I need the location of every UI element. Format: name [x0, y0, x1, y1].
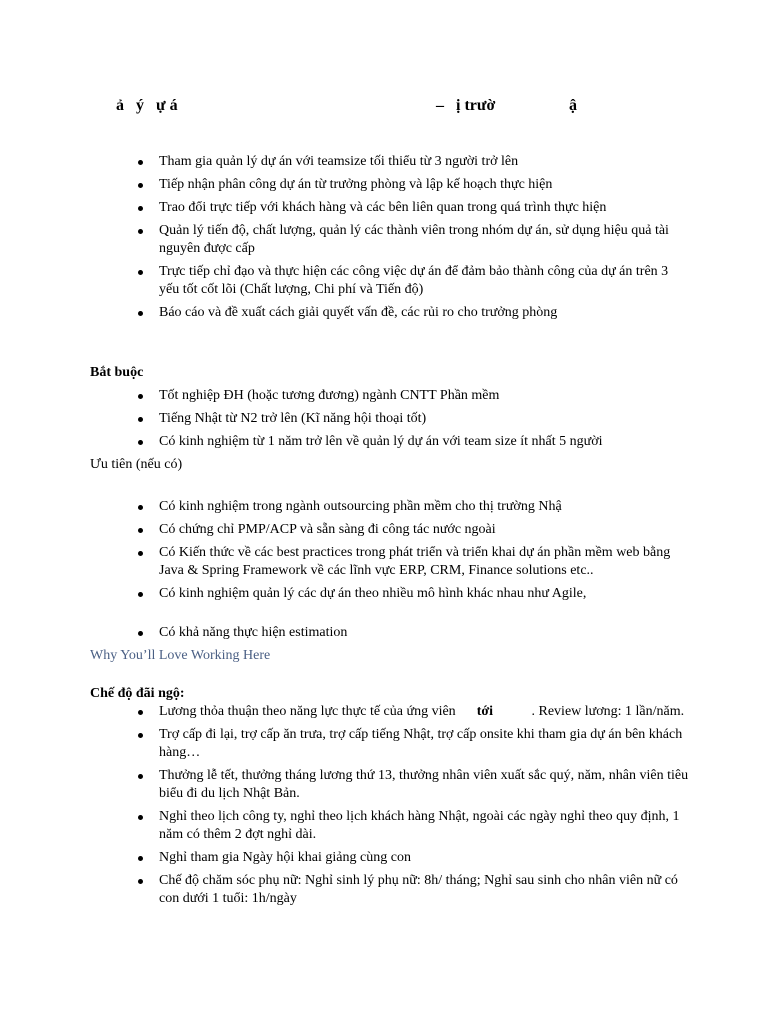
preferred-label: Ưu tiên (nếu có) [90, 457, 183, 472]
salary-bold: tới [476, 704, 493, 719]
heading-fragment-3: ậ [569, 97, 577, 114]
salary-review: . Review lương: 1 lần/năm. [531, 704, 685, 719]
preferred-extra-item: Có khả năng thực hiện estimation [90, 624, 690, 642]
benefits-section [90, 685, 690, 913]
duties-list [90, 153, 690, 322]
preferred-item: Có kinh nghiệm quản lý các dự án theo nhiều mô hình khác nhau như Agile, [90, 585, 690, 603]
preferred-item: Có Kiến thức về các best practices trong phát triển và triển khai dự án phần mềm web bằng Java & Spring Framework về các lĩnh vực ERP, CRM, Finance solutions etc.. [90, 544, 690, 580]
required-label: Bắt buộc [90, 365, 144, 380]
preferred-section [90, 498, 690, 608]
benefit-item: Thưởng lễ tết, thưởng tháng lương thứ 13, thưởng nhân viên xuất sắc quý, năm, nhân viên tiêu biểu đi du lịch Nhật Bản. [90, 767, 690, 803]
duty-item: Tiếp nhận phân công dự án từ trưởng phòng và lập kế hoạch thực hiện [90, 176, 690, 194]
required-section [90, 364, 690, 474]
preferred-extra-list [90, 624, 690, 642]
required-list [90, 387, 690, 451]
salary-text: Lương thỏa thuận theo năng lực thực tế của ứng viên [159, 704, 456, 719]
required-item: Tốt nghiệp ĐH (hoặc tương đương) ngành CNTT Phần mềm [90, 387, 690, 405]
benefit-item: Nghỉ theo lịch công ty, nghỉ theo lịch khách hàng Nhật, ngoài các ngày nghỉ theo quy định, 1 năm có thêm 2 đợt nghỉ dài. [90, 808, 690, 844]
duty-item: Trực tiếp chỉ đạo và thực hiện các công việc dự án để đảm bảo thành công của dự án trên 3 yếu tốt cốt lõi (Chất lượng, Chi phí và Tiến độ) [90, 263, 690, 299]
preferred-extra-section [90, 624, 690, 665]
why-heading: Why You’ll Love Working Here [90, 648, 271, 663]
benefit-item: Nghỉ tham gia Ngày hội khai giảng cùng con [90, 849, 690, 867]
required-item: Tiếng Nhật từ N2 trở lên (Kĩ năng hội thoại tốt) [90, 410, 690, 428]
benefit-item: Chế độ chăm sóc phụ nữ: Nghỉ sinh lý phụ nữ: 8h/ tháng; Nghỉ sau sinh cho nhân viên nữ có con dưới 1 tuổi: 1h/ngày [90, 872, 690, 908]
duties-section [90, 153, 690, 327]
benefit-item: Trợ cấp đi lại, trợ cấp ăn trưa, trợ cấp tiếng Nhật, trợ cấp onsite khi tham gia dự án bên khách hàng… [90, 726, 690, 762]
duty-item: Báo cáo và đề xuất cách giải quyết vấn đề, các rủi ro cho trưởng phòng [90, 304, 690, 322]
preferred-item: Có kinh nghiệm trong ngành outsourcing phần mềm cho thị trường Nhậ [90, 498, 690, 516]
duty-item: Tham gia quản lý dự án với teamsize tối thiểu từ 3 người trở lên [90, 153, 690, 171]
benefit-item-salary [90, 703, 690, 721]
benefits-list [90, 703, 690, 908]
preferred-item: Có chứng chỉ PMP/ACP và sẵn sàng đi công tác nước ngoài [90, 521, 690, 539]
heading-fragment-1: ả ý ự á [116, 97, 178, 114]
duty-item: Trao đổi trực tiếp với khách hàng và các bên liên quan trong quá trình thực hiện [90, 199, 690, 217]
heading-fragment-2: – ị trườ [436, 97, 496, 114]
required-item: Có kinh nghiệm từ 1 năm trở lên về quản lý dự án với team size ít nhất 5 người [90, 433, 690, 451]
duty-item: Quản lý tiến độ, chất lượng, quản lý các thành viên trong nhóm dự án, sử dụng hiệu quả tài nguyên được cấp [90, 222, 690, 258]
benefits-label: Chế độ đãi ngộ: [90, 686, 185, 701]
preferred-list [90, 498, 690, 603]
